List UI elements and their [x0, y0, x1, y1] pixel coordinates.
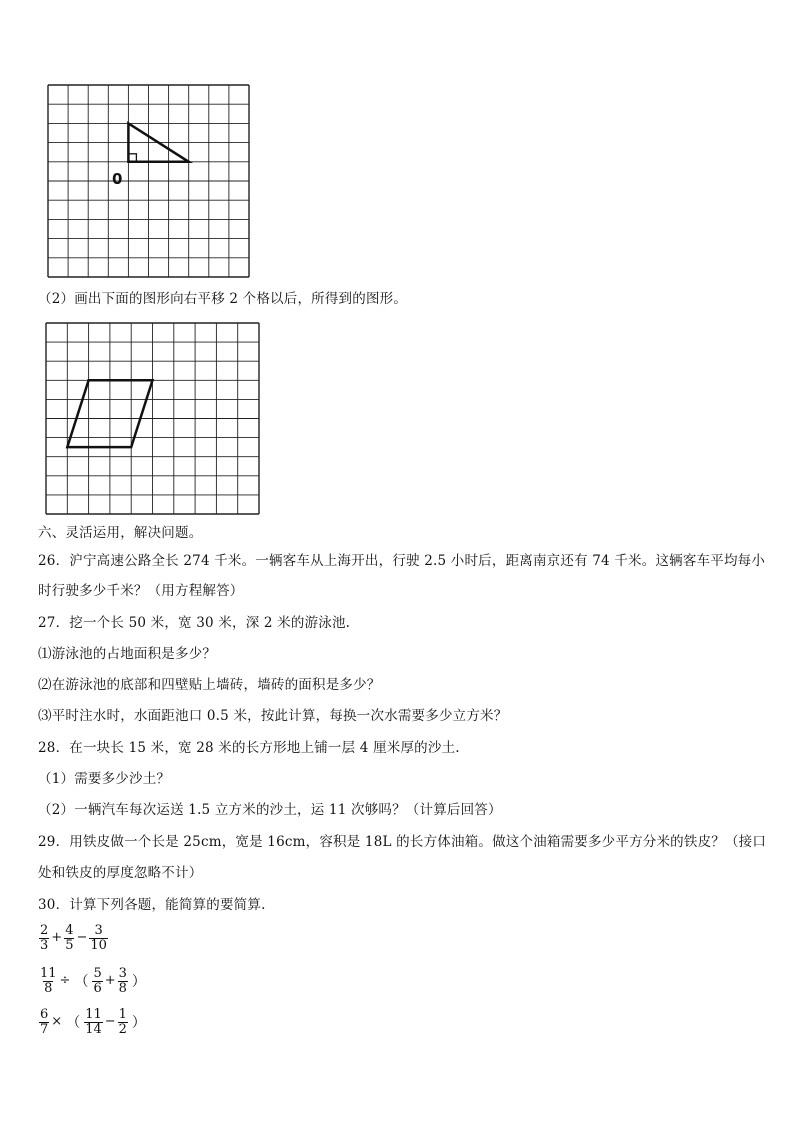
question-28-stem: 28．在一块长 15 米，宽 28 米的长方形地上铺一层 4 厘米厚的沙土.: [38, 740, 460, 756]
left-paren: （: [74, 974, 89, 990]
fraction: $\frac{2}{3}$: [40, 922, 49, 953]
grid-1-svg: [47, 84, 250, 278]
question-28-part-1: （1）需要多少沙土？: [38, 771, 171, 787]
grid-2-svg: [45, 322, 260, 515]
fraction: $\frac{11}{14}$: [85, 1006, 102, 1037]
operator: −: [76, 930, 88, 945]
fraction: $\frac{4}{5}$: [65, 922, 74, 953]
origin-label: 0: [112, 170, 123, 188]
question-26-line-2: 时行驶多少千米？（用方程解答）: [38, 583, 244, 599]
section-title: 六、灵活运用，解决问题。: [38, 525, 203, 541]
expression-3: [38, 1002, 149, 1042]
fraction: $\frac{3}{10}$: [90, 922, 107, 953]
question-27-part-2: ⑵在游泳池的底部和四壁贴上墙砖，墙砖的面积是多少？: [38, 677, 381, 693]
expression-1: [38, 918, 109, 958]
fraction: $\frac{6}{7}$: [40, 1006, 49, 1037]
fraction: $\frac{11}{8}$: [40, 965, 57, 996]
left-paren: （: [66, 1015, 81, 1031]
fraction: $\frac{1}{2}$: [118, 1006, 127, 1037]
question-27-stem: 27．挖一个长 50 米，宽 30 米，深 2 米的游泳池.: [38, 615, 351, 631]
operator: ×: [51, 1014, 63, 1029]
question-26-line-1: 26．沪宁高速公路全长 274 千米。一辆客车从上海开出，行驶 2.5 小时后，距离南京还有 74 千米。这辆客车平均每小: [38, 553, 766, 569]
grid-2-lines: [46, 323, 259, 514]
question-29-line-1: 29．用铁皮做一个长是 25cm，宽是 16cm，容积是 18L 的长方体油箱。做这个油箱需要多少平方分米的铁皮？（接口: [38, 834, 767, 850]
question-30-stem: 30．计算下列各题，能简算的要简算.: [38, 897, 266, 913]
right-paren: ）: [131, 1015, 146, 1031]
question-29-line-2: 处和铁皮的厚度忽略不计）: [38, 865, 203, 881]
grid-figure-1: [47, 84, 250, 278]
question-27-part-1: ⑴游泳池的占地面积是多少？: [38, 646, 217, 662]
right-paren: ）: [131, 974, 146, 990]
operator: +: [51, 930, 63, 945]
grid-1-lines: [48, 85, 249, 277]
grid-figure-2: [45, 322, 260, 515]
question-27-part-3: ⑶平时注水时，水面距池口 0.5 米，按此计算，每换一次水需要多少立方米？: [38, 708, 508, 724]
fraction: $\frac{3}{8}$: [118, 965, 127, 996]
operator: +: [104, 973, 116, 988]
operator: ÷: [59, 973, 71, 988]
question-28-part-2: （2）一辆汽车每次运送 1.5 立方米的沙土，运 11 次够吗？（计算后回答）: [38, 802, 502, 818]
instruction-translate: （2）画出下面的图形向右平移 2 个格以后，所得到的图形。: [38, 291, 408, 307]
fraction: $\frac{5}{6}$: [93, 965, 102, 996]
operator: −: [104, 1014, 116, 1029]
expression-2: [38, 961, 149, 1001]
